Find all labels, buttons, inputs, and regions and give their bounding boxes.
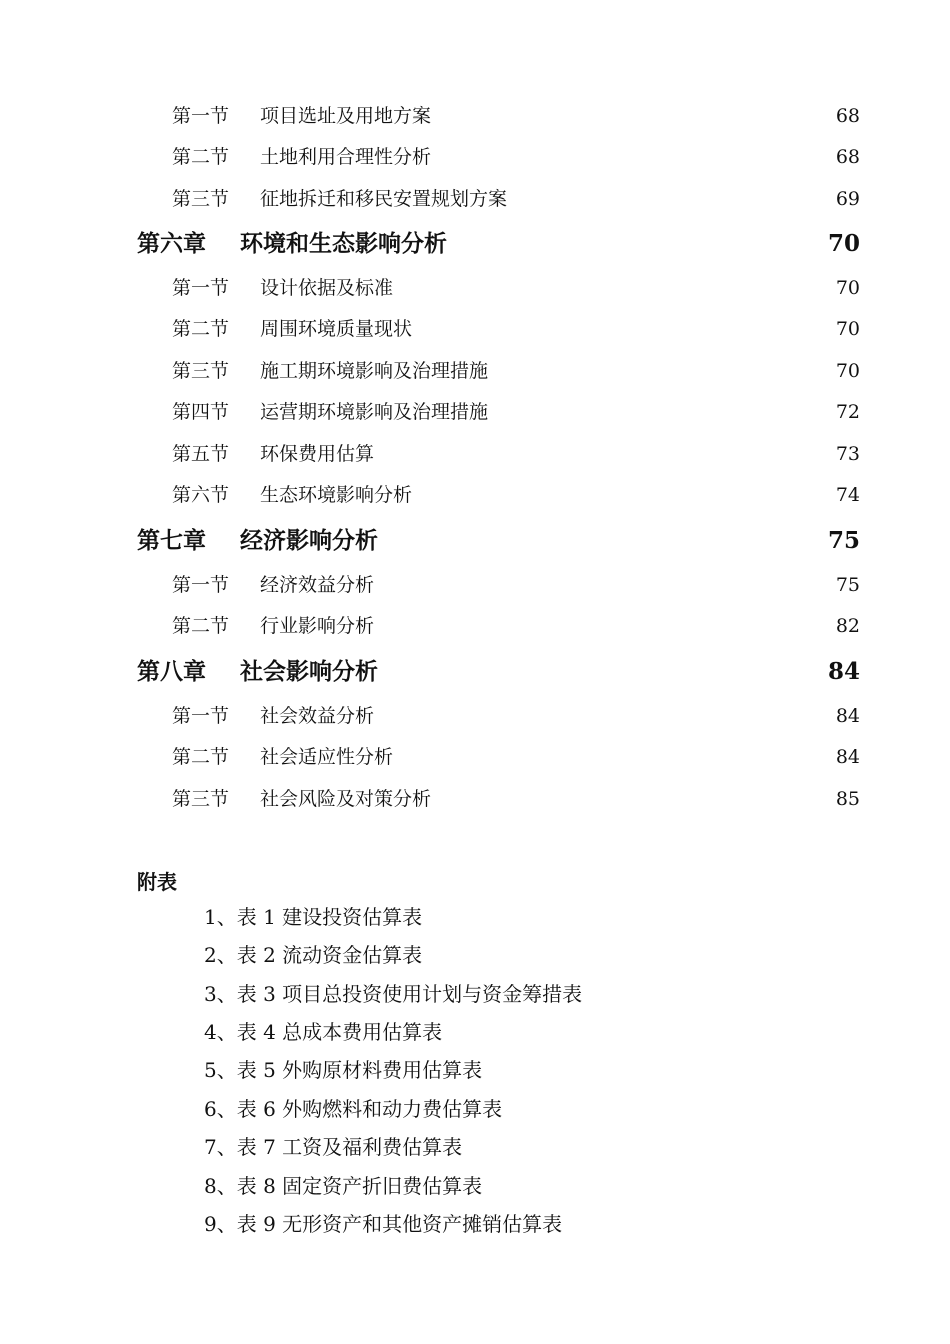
section-number: 第三节 [172,788,230,810]
toc-entry[interactable] [172,273,860,303]
toc-entry[interactable] [172,611,860,641]
entry-title: 征地拆迁和移民安置规划方案 [260,188,508,210]
toc-entry[interactable] [172,142,860,172]
toc-entry[interactable] [172,356,860,386]
appendix-table-item[interactable]: 8、表 8 固定资产折旧费估算表 [204,1174,483,1198]
toc-chapter-entry[interactable] [137,655,860,689]
appendix-table-item[interactable]: 2、表 2 流动资金估算表 [204,943,423,967]
page-number: 84 [835,705,860,727]
appendix-table-item[interactable]: 3、表 3 项目总投资使用计划与资金筹措表 [204,982,583,1006]
section-number: 第一节 [172,574,230,596]
appendix-table-item[interactable]: 9、表 9 无形资产和其他资产摊销估算表 [204,1212,563,1236]
toc-entry[interactable] [172,480,860,510]
section-number: 第五节 [172,443,230,465]
toc-entry[interactable] [172,184,860,214]
section-number: 第三节 [172,188,230,210]
page-number: 82 [835,615,860,637]
section-number: 第二节 [172,146,230,168]
section-number: 第二节 [172,318,230,340]
toc-entry[interactable] [172,314,860,344]
toc-entry[interactable] [172,101,860,131]
page-number: 70 [835,277,860,299]
entry-title: 运营期环境影响及治理措施 [260,401,489,423]
entry-title: 经济影响分析 [240,527,378,554]
toc-entry[interactable] [172,742,860,772]
toc-entry[interactable] [172,701,860,731]
page-number: 70 [835,318,860,340]
section-number: 第三节 [172,360,230,382]
entry-title: 社会效益分析 [260,705,375,727]
appendix-table-item[interactable]: 4、表 4 总成本费用估算表 [204,1020,443,1044]
page-number: 84 [827,658,860,685]
page-number: 75 [835,574,860,596]
page-number: 72 [835,401,860,423]
toc-entry[interactable] [172,784,860,814]
section-number: 第二节 [172,746,230,768]
entry-title: 经济效益分析 [260,574,375,596]
section-number: 第二节 [172,615,230,637]
chapter-number: 第八章 [137,658,206,685]
entry-title: 生态环境影响分析 [260,484,413,506]
page-number: 85 [835,788,860,810]
entry-title: 土地利用合理性分析 [260,146,432,168]
appendix-heading: 附表 [137,870,177,894]
page-number: 69 [835,188,860,210]
entry-title: 环境和生态影响分析 [240,230,447,257]
entry-title: 行业影响分析 [260,615,375,637]
section-number: 第四节 [172,401,230,423]
entry-title: 社会风险及对策分析 [260,788,432,810]
toc-entry[interactable] [172,397,860,427]
page-number: 70 [827,230,860,257]
toc-chapter-entry[interactable] [137,227,860,261]
section-number: 第一节 [172,705,230,727]
toc-entry[interactable] [172,570,860,600]
chapter-number: 第七章 [137,527,206,554]
entry-title: 施工期环境影响及治理措施 [260,360,489,382]
entry-title: 环保费用估算 [260,443,375,465]
toc-chapter-entry[interactable] [137,524,860,558]
chapter-number: 第六章 [137,230,206,257]
entry-title: 项目选址及用地方案 [260,105,432,127]
page-number: 68 [835,105,860,127]
section-number: 第六节 [172,484,230,506]
section-number: 第一节 [172,105,230,127]
toc-entry[interactable] [172,439,860,469]
entry-title: 设计依据及标准 [260,277,394,299]
page-number: 84 [835,746,860,768]
appendix-table-item[interactable]: 5、表 5 外购原材料费用估算表 [204,1058,483,1082]
entry-title: 周围环境质量现状 [260,318,413,340]
appendix-table-item[interactable]: 1、表 1 建设投资估算表 [204,905,423,929]
entry-title: 社会影响分析 [240,658,378,685]
appendix-table-item[interactable]: 7、表 7 工资及福利费估算表 [204,1135,463,1159]
entry-title: 社会适应性分析 [260,746,394,768]
page-number: 74 [835,484,860,506]
page-number: 68 [835,146,860,168]
page-number: 75 [827,527,860,554]
appendix-table-item[interactable]: 6、表 6 外购燃料和动力费估算表 [204,1097,503,1121]
page-number: 70 [835,360,860,382]
section-number: 第一节 [172,277,230,299]
page-number: 73 [835,443,860,465]
